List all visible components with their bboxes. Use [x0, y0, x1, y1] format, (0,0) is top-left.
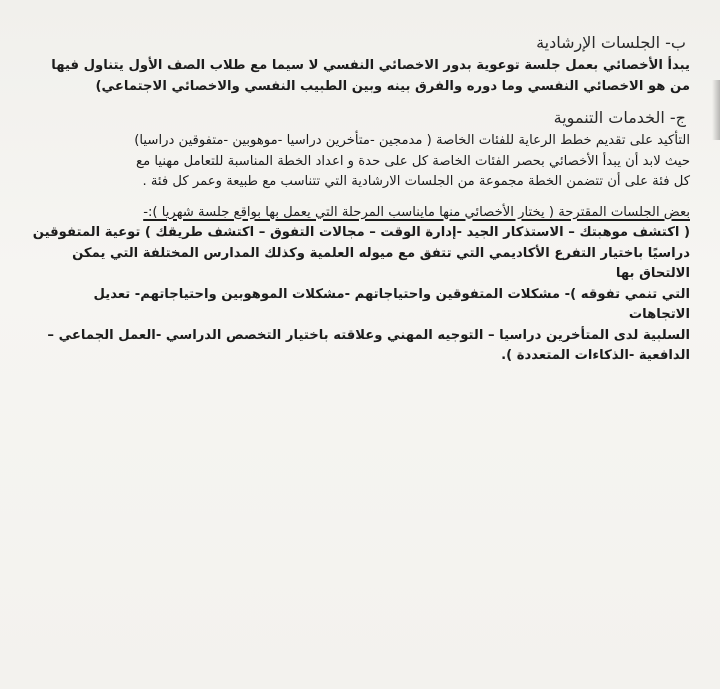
paragraph-line: دراسيًا باختيار التفرع الأكاديمي التي تتفق مع ميوله العلمية وكذلك المدارس المختلفة التي يمكن الالتحاق بها — [72, 245, 690, 281]
section-development-services — [28, 107, 690, 193]
section-heading: بعض الجلسات المقترحة ( يختار الأخصائي منها مايناسب المرحلة التي يعمل بها بواقع جلسة شهريا ):- — [143, 204, 690, 220]
section-spacer — [28, 193, 690, 203]
section-counseling-sessions — [28, 32, 690, 97]
paragraph-line: حيث لابد أن يبدأ الأخصائي بحصر الفئات الخاصة كل على حدة و اعداد الخطة المناسبة للتعامل مهنيا مع — [136, 153, 690, 169]
page-shadow-edge — [712, 80, 720, 140]
paragraph-line: ( اكتشف موهبتك – الاستذكار الجيد -إدارة الوقت – مجالات التفوق – اكتشف طريقك ) توعية المتفوقين — [32, 225, 690, 240]
section-spacer — [28, 97, 690, 107]
section-heading: ب- الجلسات الإرشادية — [536, 33, 686, 52]
section-suggested-sessions — [28, 203, 690, 367]
paragraph-line: التي تنمي تفوقه )- مشكلات المتفوقين واحتياجاتهم -مشكلات الموهوبين واحتياجاتهم- تعديل الاتجاهات — [93, 286, 690, 322]
paragraph-line: التأكيد على تقديم خطط الرعاية للفئات الخاصة ( مدمجين -متأخرين دراسيا -موهوبين -متفوقين دراسيا) — [134, 133, 690, 148]
paragraph-line: الدافعية -الذكاءات المتعددة ). — [501, 348, 690, 363]
paragraph-line: من هو الاخصائي النفسي وما دوره والفرق بينه وبين الطبيب النفسي والاخصائي الاجتماعي) — [95, 78, 690, 94]
section-heading: ج- الخدمات التنموية — [553, 108, 686, 127]
paragraph-line: كل فئة على أن تتضمن الخطة مجموعة من الجلسات الارشادية التي تتناسب مع طبيعة وعمر كل فئة . — [142, 174, 690, 189]
document-body — [28, 32, 690, 367]
paragraph-line: يبدأ الأخصائي بعمل جلسة توعوية بدور الاخصائي النفسي لا سيما مع طلاب الصف الأول يتناول فيها — [51, 58, 690, 73]
paragraph-line: السلبية لدى المتأخرين دراسيا – التوجيه المهني وعلاقته باختيار التخصص الدراسي -العمل الجماعي – — [47, 327, 690, 343]
